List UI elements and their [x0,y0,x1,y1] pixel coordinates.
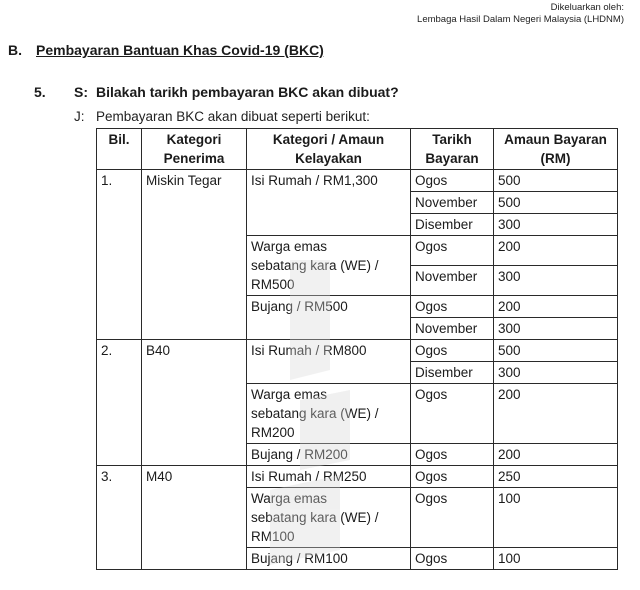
tarikh-cell: November [411,318,494,340]
kategori-cell: Bujang / RM100 [247,548,411,570]
amaun-cell: 300 [494,214,618,236]
amaun-cell: 200 [494,296,618,318]
answer-text: Pembayaran BKC akan dibuat seperti berikut: [96,109,370,124]
kategori-cell: Warga emas sebatang kara (WE) / RM100 [247,488,411,548]
bil-cell: 1. [97,170,142,340]
tarikh-cell: Ogos [411,466,494,488]
tarikh-cell: Ogos [411,170,494,192]
bil-cell: 2. [97,340,142,466]
tarikh-cell: Ogos [411,548,494,570]
amaun-cell: 500 [494,170,618,192]
amaun-cell: 100 [494,488,618,548]
issuer-note [324,2,624,26]
table-row [97,340,618,362]
answer [74,109,370,124]
tarikh-cell: Ogos [411,296,494,318]
kategori-cell: Bujang / RM500 [247,296,411,340]
section-heading [8,42,324,58]
tarikh-cell: Ogos [411,236,494,266]
amaun-cell: 200 [494,384,618,444]
amaun-cell: 300 [494,362,618,384]
kategori-cell: Isi Rumah / RM800 [247,340,411,384]
header-kategori-amaun: Kategori / Amaun Kelayakan [247,129,411,170]
table-row [97,466,618,488]
tarikh-cell: Ogos [411,444,494,466]
header-bil: Bil. [97,129,142,170]
amaun-cell: 100 [494,548,618,570]
amaun-cell: 300 [494,318,618,340]
answer-label: J: [74,109,85,124]
header-kategori-penerima: Kategori Penerima [142,129,247,170]
question-number: 5. [34,84,46,100]
tarikh-cell: Ogos [411,340,494,362]
question-text: Bilakah tarikh pembayaran BKC akan dibuat? [96,84,399,100]
kategori-cell: Isi Rumah / RM1,300 [247,170,411,236]
kategori-cell: Isi Rumah / RM250 [247,466,411,488]
payment-schedule-table [96,128,618,570]
tarikh-cell: Disember [411,214,494,236]
question [34,84,399,100]
amaun-cell: 500 [494,340,618,362]
table-row [97,170,618,192]
table-header-row [97,129,618,170]
issuer-line-2: Lembaga Hasil Dalam Negeri Malaysia (LHDNM) [417,14,624,25]
tarikh-cell: Ogos [411,488,494,548]
issuer-line-1: Dikeluarkan oleh: [550,2,624,13]
question-label: S: [74,84,88,100]
penerima-cell: M40 [142,466,247,570]
tarikh-cell: Disember [411,362,494,384]
kategori-cell: Warga emas sebatang kara (WE) / RM500 [247,236,411,296]
header-amaun: Amaun Bayaran (RM) [494,129,618,170]
section-letter: B. [8,42,22,58]
amaun-cell: 500 [494,192,618,214]
amaun-cell: 300 [494,266,618,296]
penerima-cell: B40 [142,340,247,466]
tarikh-cell: November [411,266,494,296]
bil-cell: 3. [97,466,142,570]
header-tarikh: Tarikh Bayaran [411,129,494,170]
tarikh-cell: November [411,192,494,214]
amaun-cell: 200 [494,236,618,266]
kategori-cell: Bujang / RM200 [247,444,411,466]
kategori-cell: Warga emas sebatang kara (WE) / RM200 [247,384,411,444]
amaun-cell: 250 [494,466,618,488]
penerima-cell: Miskin Tegar [142,170,247,340]
section-title: Pembayaran Bantuan Khas Covid-19 (BKC) [36,42,324,58]
tarikh-cell: Ogos [411,384,494,444]
amaun-cell: 200 [494,444,618,466]
